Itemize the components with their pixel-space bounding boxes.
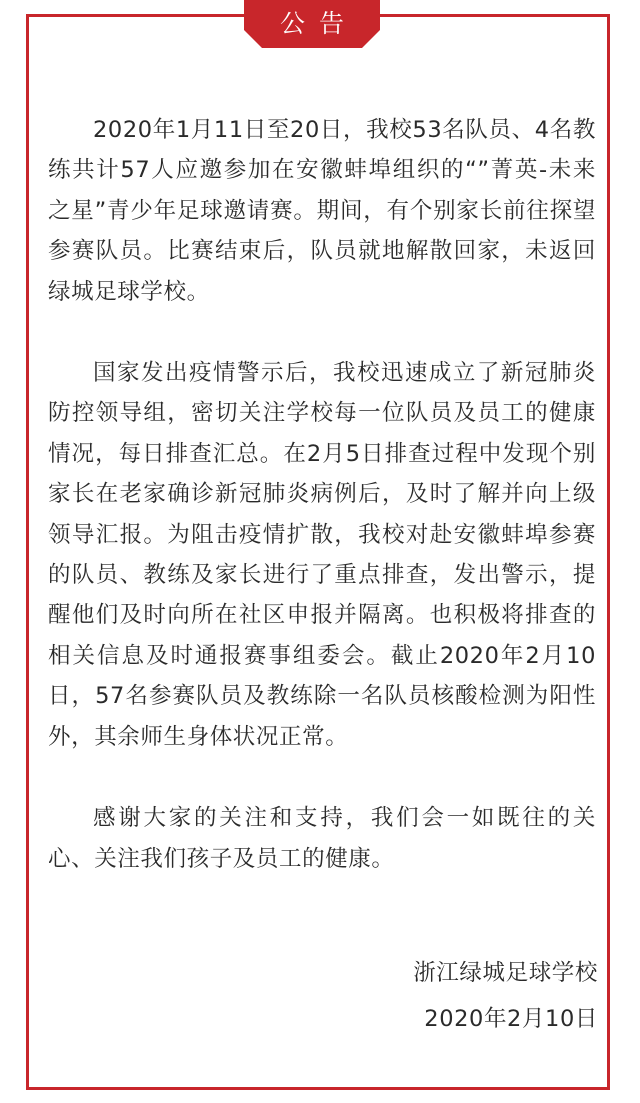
paragraph-2: 国家发出疫情警示后，我校迅速成立了新冠肺炎防控领导组，密切关注学校每一位队员及员工的健康情况，每日排查汇总。在2月5日排查过程中发现个别家长在老家确诊新冠肺炎病例后，及时了解并向上级领导汇报。为阻击疫情扩散，我校对赴安徽蚌埠参赛的队员、教练及家长进行了重点排查，发出警示，提醒他们及时向所在社区申报并隔离。也积极将排查的相关信息及时通报赛事组委会。截止2020年2月10日，57名参赛队员及教练除一名队员核酸检测为阳性外，其余师生身体状况正常。 [48, 360, 596, 750]
paragraph-3: 感谢大家的关注和支持，我们会一如既往的关心、关注我们孩子及员工的健康。 [48, 805, 596, 872]
signature-block [413, 950, 598, 1042]
signature-organization: 浙江绿城足球学校 [413, 960, 598, 986]
signature-date: 2020年2月10日 [424, 1006, 598, 1032]
notice-title: 公告 [279, 9, 358, 38]
title-banner [244, 0, 380, 52]
notice-body [48, 110, 596, 879]
paragraph-1: 2020年1月11日至20日，我校53名队员、4名教练共计57人应邀参加在安徽蚌埠组织的“”菁英-未来之星”青少年足球邀请赛。期间，有个别家长前往探望参赛队员。比赛结束后，队员就地解散回家，未返回绿城足球学校。 [48, 117, 596, 305]
